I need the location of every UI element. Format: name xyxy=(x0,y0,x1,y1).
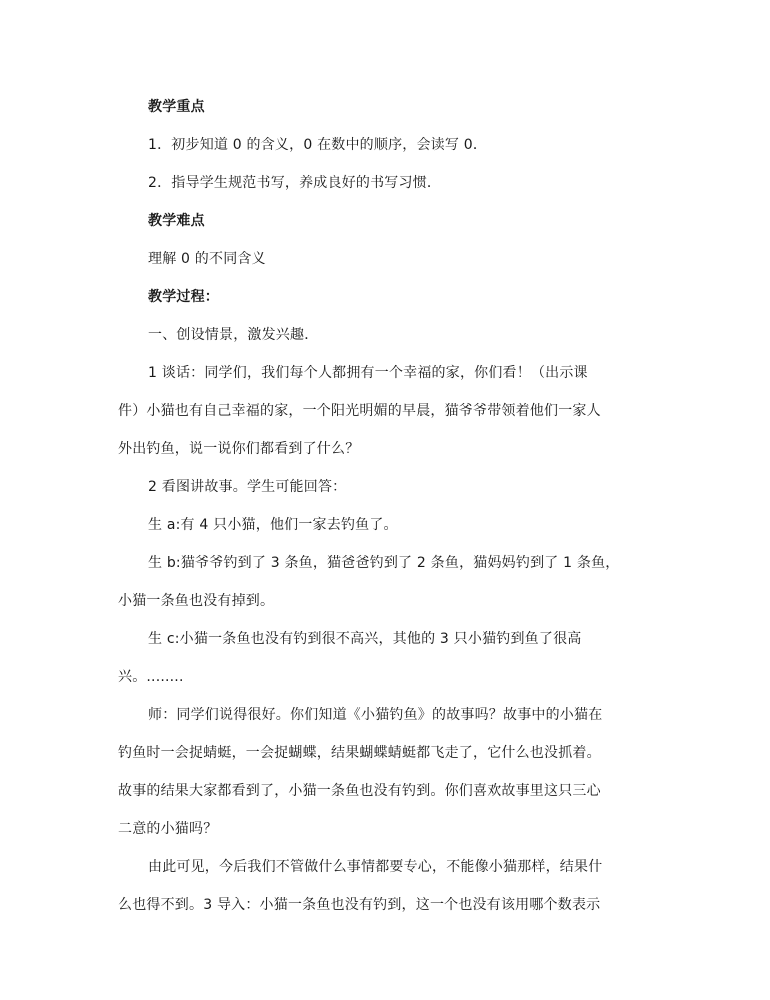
difficulty-text: 理解 0 的不同含义 xyxy=(148,251,266,267)
focus-item-1: 1．初步知道 0 的含义，0 在数中的顺序，会读写 0． xyxy=(148,137,488,153)
paragraph-6-line-1: 师：同学们说得很好。你们知道《小猫钓鱼》的故事吗？故事中的小猫在 xyxy=(148,707,603,723)
section-heading-1: 一、创设情景，激发兴趣． xyxy=(148,327,319,343)
paragraph-7-line-1: 由此可见，今后我们不管做什么事情都要专心，不能像小猫那样，结果什 xyxy=(148,859,603,875)
paragraph-5-line-2: 兴。........ xyxy=(118,669,184,685)
heading-teaching-difficulty: 教学难点 xyxy=(148,213,205,229)
paragraph-1-line-3: 外出钓鱼，说一说你们都看到了什么？ xyxy=(118,441,360,457)
heading-teaching-process: 教学过程： xyxy=(148,289,219,305)
focus-item-2: 2．指导学生规范书写，养成良好的书写习惯． xyxy=(148,175,442,191)
document-body xyxy=(118,88,654,924)
paragraph-6-line-2: 钓鱼时一会捉蜻蜓，一会捉蝴蝶，结果蝴蝶蜻蜓都飞走了，它什么也没抓着。 xyxy=(118,745,601,761)
paragraph-6-line-4: 二意的小猫吗？ xyxy=(118,821,218,837)
paragraph-1-line-2: 件）小猫也有自己幸福的家，一个阳光明媚的早晨，猫爷爷带领着他们一家人 xyxy=(118,403,601,419)
paragraph-4-line-2: 小猫一条鱼也没有掉到。 xyxy=(118,593,275,609)
paragraph-5-line-1: 生 c:小猫一条鱼也没有钓到很不高兴，其他的 3 只小猫钓到鱼了很高 xyxy=(148,631,582,647)
paragraph-3-line-1: 生 a:有 4 只小猫，他们一家去钓鱼了。 xyxy=(148,517,398,533)
paragraph-2-line-1: 2 看图讲故事。学生可能回答： xyxy=(148,479,347,495)
paragraph-1-line-1: 1 谈话：同学们，我们每个人都拥有一个幸福的家，你们看！（出示课 xyxy=(148,365,588,381)
paragraph-6-line-3: 故事的结果大家都看到了，小猫一条鱼也没有钓到。你们喜欢故事里这只三心 xyxy=(118,783,601,799)
heading-teaching-focus: 教学重点 xyxy=(148,99,205,115)
paragraph-4-line-1: 生 b:猫爷爷钓到了 3 条鱼，猫爸爸钓到了 2 条鱼，猫妈妈钓到了 1 条鱼， xyxy=(148,555,620,571)
paragraph-7-line-2: 么也得不到。3 导入：小猫一条鱼也没有钓到，这一个也没有该用哪个数表示 xyxy=(118,897,601,913)
